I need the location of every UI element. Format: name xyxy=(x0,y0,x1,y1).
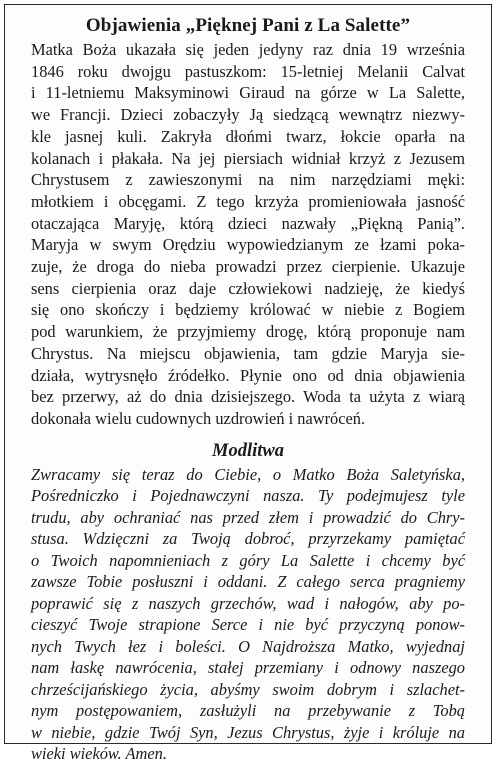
prayer-line: trudu, aby ochraniać nas przed złem i prowadzić do Chry- xyxy=(31,507,465,527)
body-line: 1846 roku dwojgu pastuszkom: 15-letniej Melanii Calvat xyxy=(31,61,465,81)
prayer-line: w niebie, gdzie Twój Syn, Jezus Chrystus, żyje i króluje na xyxy=(31,722,465,742)
body-line: sens cierpienia oraz daje człowiekowi nadzieję, że kiedyś xyxy=(31,278,465,298)
body-line: i 11-letniemu Maksyminowi Giraud na górze w La Salette, xyxy=(31,83,465,103)
page-frame xyxy=(4,4,492,764)
prayer-line: stusa. Wdzięczni za Twoją dobroć, przyrzekamy pamiętać xyxy=(31,529,465,549)
prayer-line: wieki wieków. Amen. xyxy=(31,744,167,764)
body-line: Matka Boża ukazała się jeden jedyny raz dnia 19 września xyxy=(31,40,465,59)
body-line: bez przerwy, aż do dnia dzisiejszego. Woda ta użyta z wiarą xyxy=(31,387,465,407)
document-content xyxy=(31,13,465,765)
body-line: Maryja w swym Orędziu wypowiedzianym ze łzami poka- xyxy=(31,235,465,255)
body-paragraph xyxy=(31,39,465,430)
prayer-paragraph xyxy=(31,464,465,765)
prayer-line: nam łaskę nawrócenia, stałej przemiany i odnowy naszego xyxy=(31,658,465,678)
body-line: we Francji. Dzieci zobaczyły Ją siedzącą wewnątrz niezwy- xyxy=(31,105,465,125)
prayer-line: Pośredniczko i Pojednawczyni nasza. Ty podejmujesz tyle xyxy=(31,486,465,506)
body-line: kolanach i płakała. Na jej piersiach widniał krzyż z Jezusem xyxy=(31,148,465,168)
body-line: działa, wytrysnęło źródełko. Płynie ono od dnia objawienia xyxy=(31,365,465,385)
prayer-line: cieszyć Twoje strapione Serce i nie być przyczyną ponow- xyxy=(31,615,465,635)
prayer-line: poprawić się z naszych grzechów, wad i nałogów, aby po- xyxy=(31,593,465,613)
body-line: kle jasnej kuli. Zakryła dłońmi twarz, łokcie oparła na xyxy=(31,126,465,146)
prayer-line: Zwracamy się teraz do Ciebie, o Matko Boża Saletyńska, xyxy=(31,464,465,484)
prayer-line: zawsze Tobie posłuszni i oddani. Z całego serca pragniemy xyxy=(31,572,465,592)
body-line: Chrystusem z zawieszonymi na nim narzędziami męki: xyxy=(31,170,465,190)
prayer-line: nym postępowaniem, zasłużyli na przebywanie z Tobą xyxy=(31,701,465,721)
prayer-line: nych Twych łez i boleści. O Najdroższa Matko, wyjednaj xyxy=(31,636,465,656)
body-line: dokonała wielu cudownych uzdrowień i nawróceń. xyxy=(31,408,366,428)
body-line: się ono skończy i będziemy królować w niebie z Bogiem xyxy=(31,300,465,320)
body-line: otaczająca Maryję, którą dzieci nazwały „Piękną Panią”. xyxy=(31,213,465,233)
prayer-line: chrześcijańskiego życia, abyśmy swoim dobrym i szlachet- xyxy=(31,679,465,699)
body-line: zuje, że droga do nieba prowadzi przez cierpienie. Ukazuje xyxy=(31,257,465,277)
body-line: Chrystus. Na miejscu objawienia, tam gdzie Maryja sie- xyxy=(31,343,465,363)
prayer-line: o Twoich napomnieniach z góry La Salette i chcemy być xyxy=(31,550,465,570)
prayer-title: Modlitwa xyxy=(212,440,284,461)
body-line: pod warunkiem, że przyjmiemy drogę, którą proponuje nam xyxy=(31,322,465,342)
body-line: młotkiem i obcęgami. Z tego krzyża promieniowała jasność xyxy=(31,191,465,211)
document-title: Objawienia „Pięknej Pani z La Salette” xyxy=(85,15,411,36)
